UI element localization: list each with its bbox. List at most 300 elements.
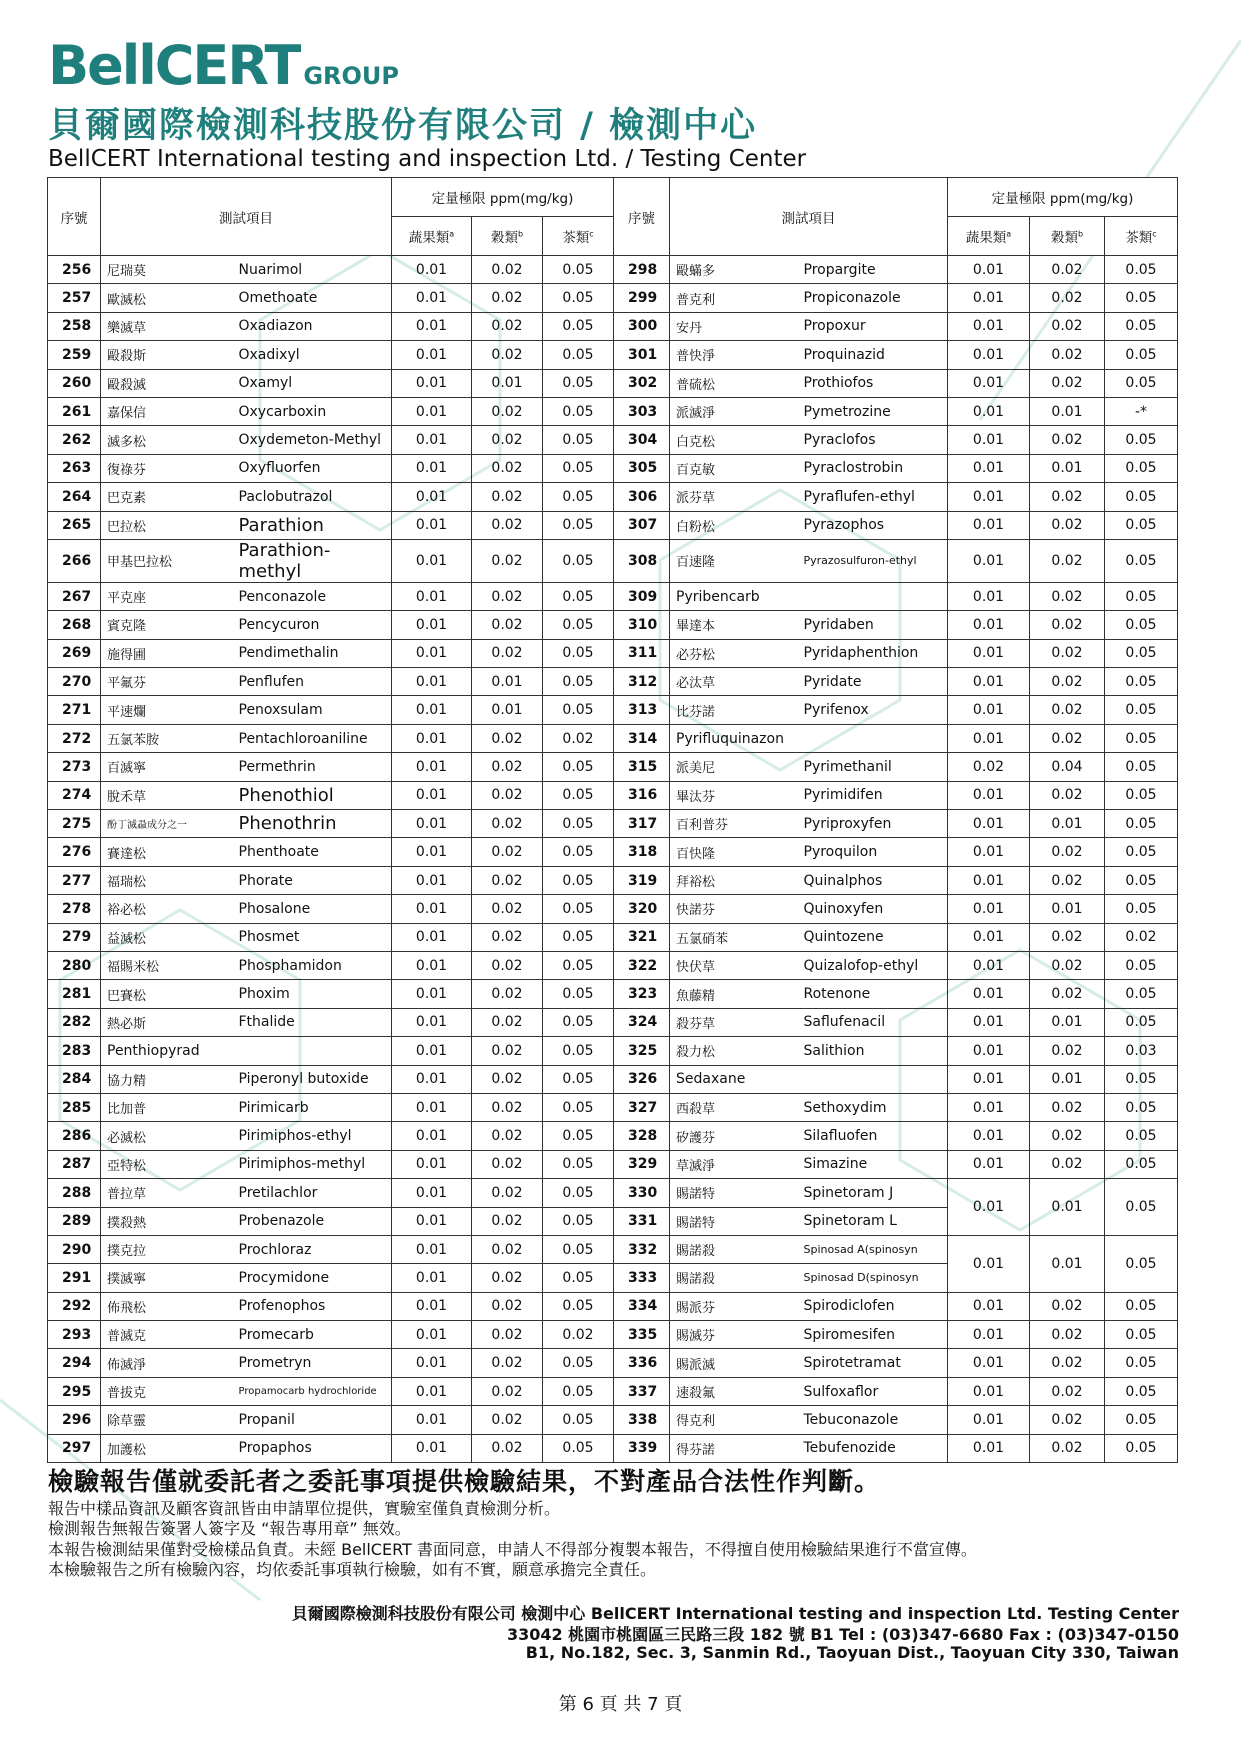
test-item-chinese: 五氯硝苯 — [670, 923, 798, 951]
serial-number: 285 — [48, 1093, 101, 1121]
serial-number: 265 — [48, 511, 101, 539]
test-item-english: Rotenone — [798, 980, 948, 1008]
serial-number: 298 — [614, 256, 670, 284]
limit-tea-value: 0.05 — [543, 1264, 614, 1292]
limit-grain-value: 0.02 — [472, 923, 543, 951]
limit-veg-value: 0.01 — [392, 1292, 472, 1320]
test-item-chinese: 毆殺斯 — [101, 341, 233, 369]
serial-number: 321 — [614, 923, 670, 951]
table-row — [48, 539, 1178, 582]
test-item-chinese: 快伏草 — [670, 951, 798, 979]
serial-number: 276 — [48, 838, 101, 866]
table-row — [48, 1321, 1178, 1349]
limit-veg-value: 0.01 — [948, 1406, 1030, 1434]
limit-veg-value: 0.02 — [948, 753, 1030, 781]
limit-grain-value: 0.02 — [1030, 284, 1105, 312]
limit-tea-value: 0.05 — [1105, 511, 1178, 539]
test-item-english: Pyribencarb — [670, 582, 948, 610]
serial-number: 272 — [48, 724, 101, 752]
limit-grain-value: 0.02 — [1030, 426, 1105, 454]
test-item-chinese: 派美尼 — [670, 753, 798, 781]
serial-number: 263 — [48, 454, 101, 482]
limit-tea-value: 0.05 — [543, 284, 614, 312]
test-item-english: Oxyfluorfen — [233, 454, 392, 482]
table-row — [48, 397, 1178, 425]
serial-number: 289 — [48, 1207, 101, 1235]
limit-veg-value: 0.01 — [948, 696, 1030, 724]
table-row — [48, 724, 1178, 752]
limit-veg-value: 0.01 — [392, 1264, 472, 1292]
table-row — [48, 1037, 1178, 1065]
limit-grain-value: 0.02 — [1030, 312, 1105, 340]
limit-tea-value: 0.05 — [543, 696, 614, 724]
limit-grain-value: 0.02 — [1030, 1150, 1105, 1178]
limit-veg-value: 0.01 — [948, 639, 1030, 667]
limit-veg-value: 0.01 — [948, 582, 1030, 610]
serial-number: 267 — [48, 582, 101, 610]
test-item-chinese: 平克座 — [101, 582, 233, 610]
serial-number: 286 — [48, 1122, 101, 1150]
serial-number: 331 — [614, 1207, 670, 1235]
serial-number: 270 — [48, 668, 101, 696]
test-item-english: Quinoxyfen — [798, 895, 948, 923]
limit-veg-value: 0.01 — [948, 1434, 1030, 1462]
limit-tea-value: 0.05 — [1105, 1406, 1178, 1434]
test-item-english: Pyridaphenthion — [798, 639, 948, 667]
limit-veg-value: 0.01 — [392, 810, 472, 838]
limit-veg-value: 0.01 — [392, 753, 472, 781]
limit-tea-value: 0.05 — [543, 539, 614, 582]
limit-tea-value: 0.05 — [543, 426, 614, 454]
test-item-english: Pirimicarb — [233, 1093, 392, 1121]
test-item-chinese: 畢汰芬 — [670, 781, 798, 809]
limit-tea-value: 0.05 — [543, 1292, 614, 1320]
disclaimer-line-3: 本報告檢測結果僅對受檢樣品負責。未經 BellCERT 書面同意，申請人不得部分複製本報告，不得擅自使用檢驗結果進行不當宣傳。 — [48, 1540, 977, 1559]
limit-grain-value: 0.02 — [1030, 511, 1105, 539]
header-item-right: 測試項目 — [670, 178, 948, 256]
serial-number: 314 — [614, 724, 670, 752]
limit-tea-value: 0.05 — [1105, 753, 1178, 781]
limit-grain-value: 0.02 — [472, 1065, 543, 1093]
limit-tea-value: 0.05 — [543, 454, 614, 482]
test-item-chinese: 撲克拉 — [101, 1235, 233, 1263]
serial-number: 294 — [48, 1349, 101, 1377]
limit-grain-value: 0.02 — [472, 1349, 543, 1377]
limit-grain-value: 0.02 — [472, 483, 543, 511]
company-name-chinese: 貝爾國際檢測科技股份有限公司 / 檢測中心 — [48, 106, 758, 146]
limit-grain-value: 0.02 — [1030, 1406, 1105, 1434]
disclaimer-title: 檢驗報告僅就委託者之委託事項提供檢驗結果，不對產品合法性作判斷。 — [48, 1467, 881, 1496]
limit-grain-value: 0.02 — [472, 1292, 543, 1320]
limit-veg-value: 0.01 — [392, 256, 472, 284]
limit-veg-value: 0.01 — [948, 1093, 1030, 1121]
test-item-chinese: 魚藤精 — [670, 980, 798, 1008]
test-item-english: Oxadiazon — [233, 312, 392, 340]
serial-number: 330 — [614, 1179, 670, 1207]
test-item-chinese: 得克利 — [670, 1406, 798, 1434]
limit-veg-value: 0.01 — [392, 668, 472, 696]
serial-number: 274 — [48, 781, 101, 809]
limit-grain-value: 0.01 — [1030, 1008, 1105, 1036]
limit-tea-value: 0.05 — [543, 1434, 614, 1462]
limit-veg-value: 0.01 — [948, 1235, 1030, 1292]
test-item-english: Phenothrin — [233, 810, 392, 838]
limit-grain-value: 0.01 — [1030, 397, 1105, 425]
test-item-english: Quinalphos — [798, 866, 948, 894]
test-item-english: Omethoate — [233, 284, 392, 312]
test-item-chinese: 樂滅草 — [101, 312, 233, 340]
limit-tea-value: 0.05 — [543, 1008, 614, 1036]
limit-veg-value: 0.01 — [948, 483, 1030, 511]
test-item-english: Phosalone — [233, 895, 392, 923]
limit-veg-value: 0.01 — [948, 312, 1030, 340]
serial-number: 282 — [48, 1008, 101, 1036]
test-item-chinese: 百速隆 — [670, 539, 798, 582]
limit-veg-value: 0.01 — [948, 397, 1030, 425]
disclaimer-line-4: 本檢驗報告之所有檢驗內容，均依委託事項執行檢驗，如有不實，願意承擔完全責任。 — [48, 1560, 657, 1579]
serial-number: 261 — [48, 397, 101, 425]
table-row — [48, 454, 1178, 482]
serial-number: 288 — [48, 1179, 101, 1207]
test-item-english: Propaphos — [233, 1434, 392, 1462]
limit-tea-value: 0.05 — [543, 980, 614, 1008]
table-row — [48, 895, 1178, 923]
limit-veg-value: 0.01 — [392, 696, 472, 724]
limit-grain-value: 0.02 — [1030, 1377, 1105, 1405]
serial-number: 332 — [614, 1235, 670, 1263]
test-item-english: Spinosad A(spinosyn — [798, 1235, 948, 1263]
limit-veg-value: 0.01 — [392, 369, 472, 397]
limit-tea-value: 0.05 — [1105, 483, 1178, 511]
limit-grain-value: 0.02 — [472, 1406, 543, 1434]
test-item-english: Pymetrozine — [798, 397, 948, 425]
page-number: 第 6 頁 共 7 頁 — [558, 1694, 683, 1715]
limit-tea-value: 0.05 — [1105, 1349, 1178, 1377]
serial-number: 329 — [614, 1150, 670, 1178]
test-item-english: Prothiofos — [798, 369, 948, 397]
test-item-english: Penflufen — [233, 668, 392, 696]
table-row — [48, 341, 1178, 369]
limit-tea-value: 0.05 — [543, 1207, 614, 1235]
test-item-chinese: 賜派芬 — [670, 1292, 798, 1320]
limit-veg-value: 0.01 — [392, 483, 472, 511]
serial-number: 273 — [48, 753, 101, 781]
table-row — [48, 810, 1178, 838]
limit-veg-value: 0.01 — [948, 1321, 1030, 1349]
limit-tea-value: 0.05 — [543, 1406, 614, 1434]
limit-veg-value: 0.01 — [948, 951, 1030, 979]
test-item-chinese: 撲殺熱 — [101, 1207, 233, 1235]
limit-veg-value: 0.01 — [392, 511, 472, 539]
limit-veg-value: 0.01 — [948, 668, 1030, 696]
test-item-chinese: 平速爛 — [101, 696, 233, 724]
table-row — [48, 753, 1178, 781]
table-row — [48, 980, 1178, 1008]
serial-number: 313 — [614, 696, 670, 724]
serial-number: 297 — [48, 1434, 101, 1462]
table-row — [48, 483, 1178, 511]
test-item-chinese: 熱必斯 — [101, 1008, 233, 1036]
limit-tea-value: -* — [1105, 397, 1178, 425]
serial-number: 337 — [614, 1377, 670, 1405]
table-row — [48, 1406, 1178, 1434]
limit-grain-value: 0.02 — [472, 1377, 543, 1405]
limit-veg-value: 0.01 — [948, 866, 1030, 894]
limit-veg-value: 0.01 — [392, 951, 472, 979]
limit-veg-value: 0.01 — [392, 1349, 472, 1377]
limit-veg-value: 0.01 — [948, 256, 1030, 284]
test-item-chinese: 安丹 — [670, 312, 798, 340]
table-row — [48, 511, 1178, 539]
header-veg-left: 蔬果類$^a$ — [392, 217, 472, 256]
test-item-chinese: 賜派滅 — [670, 1349, 798, 1377]
disclaimer-line-1: 報告中樣品資訊及顧客資訊皆由申請單位提供，實驗室僅負責檢測分析。 — [48, 1499, 561, 1518]
table-row — [48, 369, 1178, 397]
limit-veg-value: 0.01 — [948, 539, 1030, 582]
test-item-english: Salithion — [798, 1037, 948, 1065]
test-item-english: Sulfoxaflor — [798, 1377, 948, 1405]
limit-tea-value: 0.05 — [1105, 1321, 1178, 1349]
limit-tea-value: 0.05 — [543, 1122, 614, 1150]
serial-number: 322 — [614, 951, 670, 979]
limit-grain-value: 0.02 — [472, 724, 543, 752]
test-item-english: Pendimethalin — [233, 639, 392, 667]
test-item-english: Oxydemeton-Methyl — [233, 426, 392, 454]
limit-grain-value: 0.02 — [1030, 1122, 1105, 1150]
serial-number: 277 — [48, 866, 101, 894]
limit-grain-value: 0.02 — [1030, 781, 1105, 809]
limit-veg-value: 0.01 — [392, 895, 472, 923]
limit-veg-value: 0.01 — [948, 980, 1030, 1008]
serial-number: 291 — [48, 1264, 101, 1292]
test-item-chinese: 巴克素 — [101, 483, 233, 511]
test-item-english: Spiromesifen — [798, 1321, 948, 1349]
table-body — [48, 256, 1178, 1463]
serial-number: 275 — [48, 810, 101, 838]
serial-number: 292 — [48, 1292, 101, 1320]
test-item-english: Spinetoram L — [798, 1207, 948, 1235]
limit-tea-value: 0.05 — [543, 256, 614, 284]
limit-veg-value: 0.01 — [948, 1349, 1030, 1377]
limit-tea-value: 0.05 — [543, 511, 614, 539]
limit-tea-value: 0.05 — [543, 781, 614, 809]
serial-number: 325 — [614, 1037, 670, 1065]
limit-tea-value: 0.05 — [1105, 1377, 1178, 1405]
disclaimer-line-2: 檢測報告無報告簽署人簽字及 “報告專用章” 無效。 — [48, 1519, 411, 1538]
test-item-chinese: 賜諾殺 — [670, 1264, 798, 1292]
header-veg-right: 蔬果類$^a$ — [948, 217, 1030, 256]
serial-number: 333 — [614, 1264, 670, 1292]
test-item-chinese: 巴拉松 — [101, 511, 233, 539]
test-item-chinese: 必滅松 — [101, 1122, 233, 1150]
limit-veg-value: 0.01 — [392, 1179, 472, 1207]
test-item-english: Pyrifenox — [798, 696, 948, 724]
test-item-chinese: 比加普 — [101, 1093, 233, 1121]
footer-address-cn: 33042 桃園市桃園區三民路三段 182 號 B1 Tel : (03)347-6680 Fax : (03)347-0150 — [506, 1625, 1179, 1644]
header-limit-right: 定量極限 ppm(mg/kg) — [948, 178, 1178, 217]
limit-veg-value: 0.01 — [948, 1037, 1030, 1065]
test-item-english: Permethrin — [233, 753, 392, 781]
limit-veg-value: 0.01 — [948, 341, 1030, 369]
limit-grain-value: 0.02 — [472, 1008, 543, 1036]
test-item-english: Pyrimidifen — [798, 781, 948, 809]
test-item-english: Propanil — [233, 1406, 392, 1434]
limit-veg-value: 0.01 — [392, 284, 472, 312]
limit-tea-value: 0.05 — [1105, 312, 1178, 340]
test-item-english: Propargite — [798, 256, 948, 284]
serial-number: 268 — [48, 611, 101, 639]
test-item-english: Profenophos — [233, 1292, 392, 1320]
limit-grain-value: 0.02 — [472, 1122, 543, 1150]
serial-number: 320 — [614, 895, 670, 923]
test-item-english: Parathion-methyl — [233, 539, 392, 582]
limit-veg-value: 0.01 — [392, 838, 472, 866]
limit-tea-value: 0.05 — [543, 810, 614, 838]
limit-tea-value: 0.05 — [1105, 1235, 1178, 1292]
serial-number: 338 — [614, 1406, 670, 1434]
serial-number: 293 — [48, 1321, 101, 1349]
table-row — [48, 696, 1178, 724]
test-item-chinese: 平氟芬 — [101, 668, 233, 696]
limit-grain-value: 0.02 — [472, 611, 543, 639]
limit-tea-value: 0.03 — [1105, 1037, 1178, 1065]
limit-grain-value: 0.02 — [472, 1207, 543, 1235]
limit-tea-value: 0.02 — [543, 1321, 614, 1349]
test-item-chinese: 派滅淨 — [670, 397, 798, 425]
test-item-english: Paclobutrazol — [233, 483, 392, 511]
limit-tea-value: 0.05 — [543, 1093, 614, 1121]
serial-number: 269 — [48, 639, 101, 667]
test-item-chinese: 賜諾特 — [670, 1179, 798, 1207]
test-item-chinese: 草滅淨 — [670, 1150, 798, 1178]
serial-number: 339 — [614, 1434, 670, 1462]
limit-tea-value: 0.05 — [1105, 1122, 1178, 1150]
serial-number: 300 — [614, 312, 670, 340]
limit-veg-value: 0.01 — [948, 781, 1030, 809]
limit-veg-value: 0.01 — [392, 980, 472, 1008]
limit-tea-value: 0.05 — [1105, 426, 1178, 454]
test-item-english: Pyraclofos — [798, 426, 948, 454]
limit-tea-value: 0.05 — [543, 838, 614, 866]
serial-number: 317 — [614, 810, 670, 838]
limit-veg-value: 0.01 — [948, 426, 1030, 454]
limit-grain-value: 0.02 — [472, 980, 543, 1008]
limit-grain-value: 0.02 — [1030, 1321, 1105, 1349]
serial-number: 307 — [614, 511, 670, 539]
limit-grain-value: 0.02 — [1030, 1093, 1105, 1121]
limit-grain-value: 0.02 — [1030, 582, 1105, 610]
test-item-english: Propoxur — [798, 312, 948, 340]
test-item-chinese: 賓克隆 — [101, 611, 233, 639]
test-item-chinese: 賽達松 — [101, 838, 233, 866]
test-item-english: Pyridaben — [798, 611, 948, 639]
test-item-english: Fthalide — [233, 1008, 392, 1036]
limit-grain-value: 0.02 — [472, 284, 543, 312]
serial-number: 309 — [614, 582, 670, 610]
test-item-english: Pyrazosulfuron-ethyl — [798, 539, 948, 582]
serial-number: 311 — [614, 639, 670, 667]
test-item-english: Spirotetramat — [798, 1349, 948, 1377]
limit-grain-value: 0.02 — [1030, 341, 1105, 369]
limit-veg-value: 0.01 — [392, 454, 472, 482]
limit-tea-value: 0.05 — [1105, 539, 1178, 582]
limit-grain-value: 0.02 — [1030, 611, 1105, 639]
limit-veg-value: 0.01 — [392, 611, 472, 639]
test-item-english: Prochloraz — [233, 1235, 392, 1263]
limit-grain-value: 0.01 — [1030, 1235, 1105, 1292]
test-item-chinese: 得芬諾 — [670, 1434, 798, 1462]
limit-tea-value: 0.05 — [543, 483, 614, 511]
test-item-chinese: 普拔克 — [101, 1377, 233, 1405]
test-item-chinese: 百利普芬 — [670, 810, 798, 838]
limit-veg-value: 0.01 — [948, 923, 1030, 951]
serial-number: 266 — [48, 539, 101, 582]
serial-number: 308 — [614, 539, 670, 582]
limit-grain-value: 0.02 — [1030, 980, 1105, 1008]
limit-grain-value: 0.02 — [472, 341, 543, 369]
test-item-chinese: 賜諾殺 — [670, 1235, 798, 1263]
test-item-english: Phoxim — [233, 980, 392, 1008]
limit-veg-value: 0.01 — [392, 639, 472, 667]
serial-number: 310 — [614, 611, 670, 639]
limit-veg-value: 0.01 — [392, 1207, 472, 1235]
test-item-chinese: 脫禾草 — [101, 781, 233, 809]
limit-veg-value: 0.01 — [948, 895, 1030, 923]
header-serial-right: 序號 — [614, 178, 670, 256]
limit-grain-value: 0.02 — [1030, 951, 1105, 979]
serial-number: 259 — [48, 341, 101, 369]
test-item-english: Phenthoate — [233, 838, 392, 866]
test-item-english: Pyrimethanil — [798, 753, 948, 781]
table-row — [48, 866, 1178, 894]
test-item-english: Pyridate — [798, 668, 948, 696]
test-item-english: Promecarb — [233, 1321, 392, 1349]
test-item-chinese: 滅多松 — [101, 426, 233, 454]
test-item-english: Phosmet — [233, 923, 392, 951]
limit-tea-value: 0.05 — [543, 611, 614, 639]
test-item-chinese: 百克敏 — [670, 454, 798, 482]
limit-tea-value: 0.05 — [543, 312, 614, 340]
header-tea-right: 茶類$^c$ — [1105, 217, 1178, 256]
limit-grain-value: 0.02 — [472, 1264, 543, 1292]
limit-veg-value: 0.01 — [392, 1037, 472, 1065]
limit-veg-value: 0.01 — [392, 582, 472, 610]
limit-grain-value: 0.02 — [472, 1434, 543, 1462]
limit-tea-value: 0.05 — [1105, 1150, 1178, 1178]
test-item-chinese: 必汰草 — [670, 668, 798, 696]
serial-number: 283 — [48, 1037, 101, 1065]
table-row — [48, 1235, 1178, 1263]
test-item-chinese: 亞特松 — [101, 1150, 233, 1178]
limit-tea-value: 0.05 — [1105, 668, 1178, 696]
test-item-english: Pyroquilon — [798, 838, 948, 866]
test-item-english: Pyrifluquinazon — [670, 724, 948, 752]
test-item-chinese: 撲滅寧 — [101, 1264, 233, 1292]
test-item-chinese: 快諾芬 — [670, 895, 798, 923]
serial-number: 305 — [614, 454, 670, 482]
test-item-english: Sethoxydim — [798, 1093, 948, 1121]
company-name-english: BellCERT International testing and inspection Ltd. / Testing Center — [48, 146, 807, 172]
serial-number: 304 — [614, 426, 670, 454]
limit-grain-value: 0.04 — [1030, 753, 1105, 781]
serial-number: 335 — [614, 1321, 670, 1349]
limit-grain-value: 0.02 — [472, 866, 543, 894]
test-item-chinese: 速殺氟 — [670, 1377, 798, 1405]
limit-tea-value: 0.05 — [1105, 980, 1178, 1008]
limit-veg-value: 0.01 — [948, 838, 1030, 866]
test-item-chinese: 五氯苯胺 — [101, 724, 233, 752]
serial-number: 295 — [48, 1377, 101, 1405]
